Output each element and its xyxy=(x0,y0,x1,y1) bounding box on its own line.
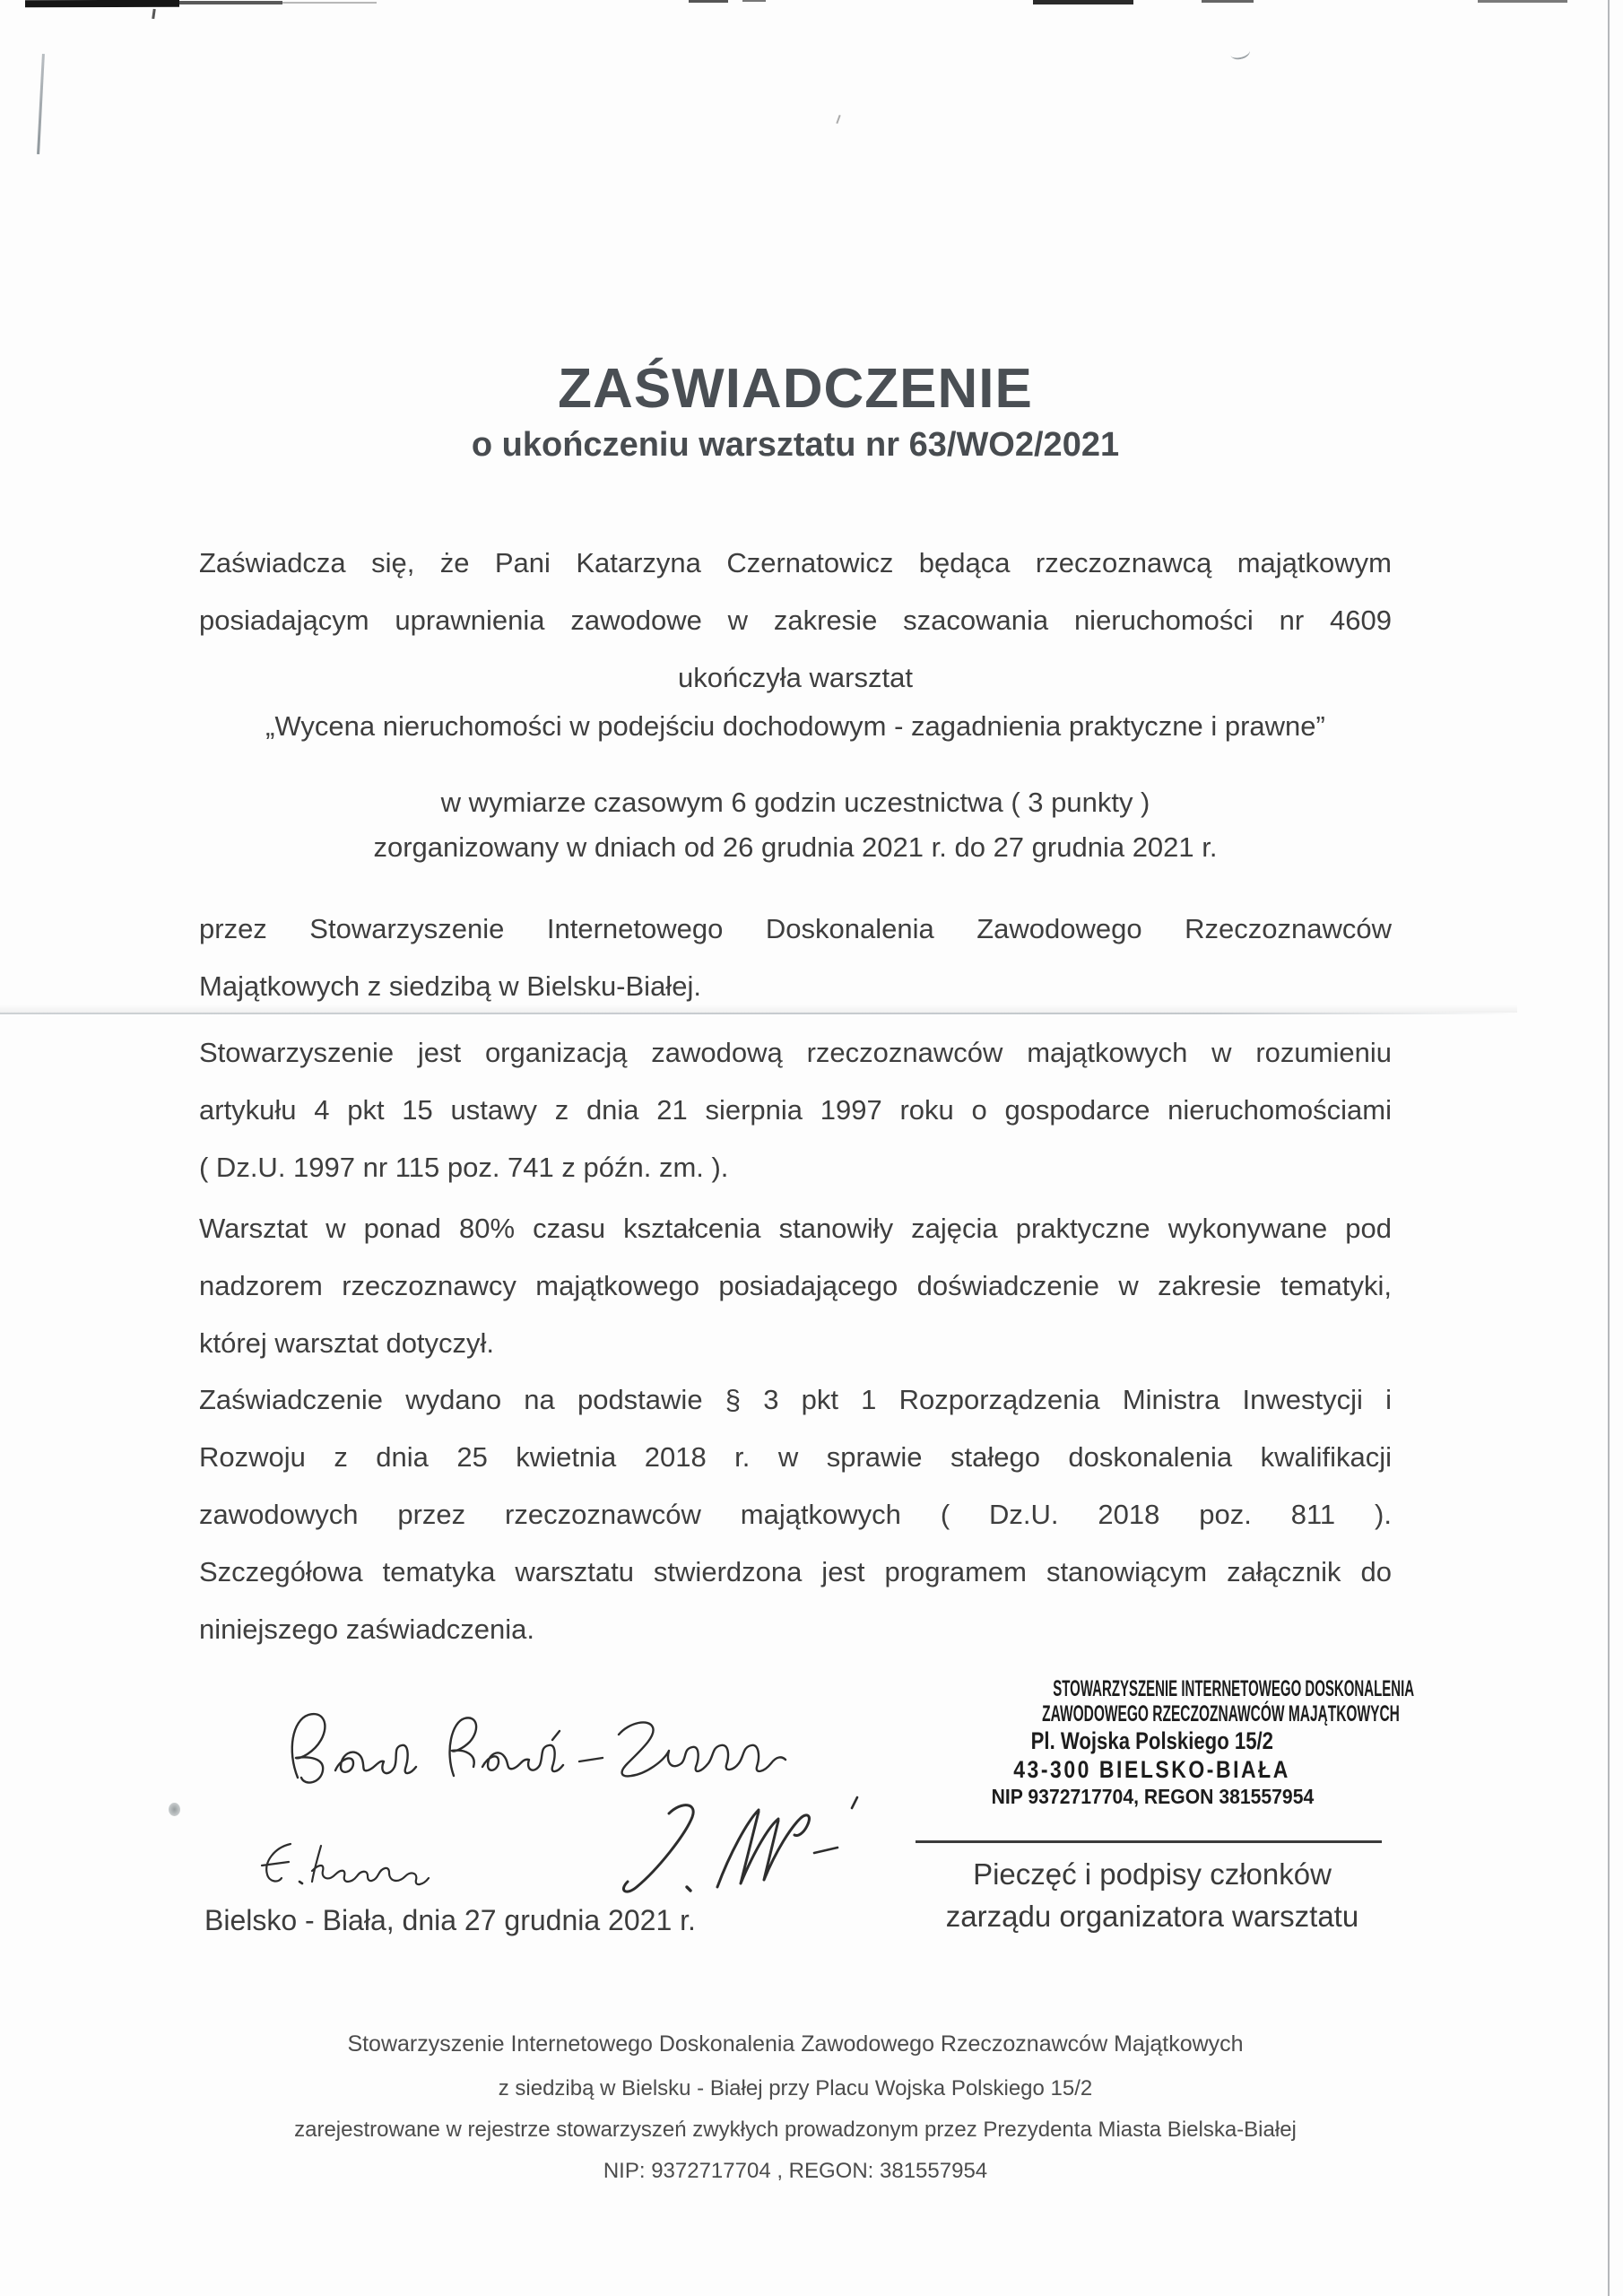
handwritten-signature-2 xyxy=(253,1831,495,1899)
paragraph-line: Szczegółowa tematyka warsztatu stwierdzona jest programem stanowiącym załącznik do xyxy=(199,1556,1392,1587)
paragraph-practical-share xyxy=(199,1200,1392,1372)
paragraph-line: posiadającym uprawnienia zawodowe w zakresie szacowania nieruchomości nr 4609 xyxy=(199,604,1392,636)
stamp-address-line-1 xyxy=(933,1727,1372,1755)
stamp-text: ZAWODOWEGO RZECZOZNAWCÓW MAJĄTKOWYCH xyxy=(1042,1701,1400,1726)
page-edge-line xyxy=(1608,0,1610,2296)
footer-org-address: z siedzibą w Bielsku - Białej przy Placu Wojska Polskiego 15/2 xyxy=(498,2076,1093,2100)
stamp-address-line-2 xyxy=(933,1756,1372,1784)
stamp-signature-caption xyxy=(933,1853,1372,1937)
scan-artifact-top-dash xyxy=(1478,0,1567,3)
paragraph-line: ( Dz.U. 1997 nr 115 poz. 741 z późn. zm. ). xyxy=(199,1152,729,1183)
paragraph-organizer xyxy=(199,900,1392,1015)
paragraph-line: artykułu 4 pkt 15 ustawy z dnia 21 sierpnia 1997 roku o gospodarce nieruchomościami xyxy=(199,1094,1392,1126)
scan-artifact-left-line xyxy=(37,54,45,154)
stamp-text: 43-300 BIELSKO-BIAŁA xyxy=(1013,1756,1291,1783)
stamp-text: STOWARZYSZENIE INTERNETOWEGO DOSKONALENIA xyxy=(1053,1676,1415,1701)
stamp-org-line-1 xyxy=(933,1676,1415,1702)
paragraph-line: Zaświadczenie wydano na podstawie § 3 pkt 1 Rozporządzenia Ministra Inwestycji i xyxy=(199,1384,1392,1415)
scan-artifact-top-bar xyxy=(25,0,179,7)
duration-line: w wymiarze czasowym 6 godzin uczestnictwa ( 3 punkty ) xyxy=(440,787,1150,818)
paragraph-association-legal-basis xyxy=(199,1024,1392,1196)
scan-artifact-curve-speck xyxy=(1229,45,1252,62)
paragraph-line: Zaświadcza się, że Pani Katarzyna Czernatowicz będąca rzeczoznawcą majątkowym xyxy=(199,547,1392,578)
paragraph-line: Majątkowych z siedzibą w Bielsku-Białej. xyxy=(199,970,701,1002)
paragraph-issuance-basis xyxy=(199,1371,1392,1658)
scan-artifact-top-dash xyxy=(1033,0,1133,4)
paragraph-line: ukończyła warsztat xyxy=(678,662,913,693)
paragraph-line: Warsztat w ponad 80% czasu kształcenia stanowiły zajęcia praktyczne wykonywane pod xyxy=(199,1213,1392,1244)
paragraph-line: przez Stowarzyszenie Internetowego Doskonalenia Zawodowego Rzeczoznawców xyxy=(199,913,1392,944)
paragraph-line: zawodowych przez rzeczoznawców majątkowych ( Dz.U. 2018 poz. 811 ). xyxy=(199,1499,1392,1530)
caption-line: Pieczęć i podpisy członków xyxy=(973,1857,1332,1891)
scan-artifact-top-bar-2 xyxy=(179,1,282,4)
certificate-subtitle: o ukończeniu warsztatu nr 63/WO2/2021 xyxy=(471,426,1120,464)
paragraph-line: niniejszego zaświadczenia. xyxy=(199,1613,534,1645)
footer-org-name: Stowarzyszenie Internetowego Doskonalenia Zawodowego Rzeczoznawców Majątkowych xyxy=(347,2031,1244,2057)
scan-artifact-speck xyxy=(836,115,840,124)
place-and-date: Bielsko - Biała, dnia 27 grudnia 2021 r. xyxy=(204,1904,696,1936)
scan-artifact-top-dash xyxy=(1202,0,1254,3)
scan-artifact-top-bar-3 xyxy=(282,2,377,4)
scan-artifact-top-dash xyxy=(742,0,766,2)
scan-artifact-tick xyxy=(152,9,156,19)
scan-artifact-blob xyxy=(169,1803,180,1816)
stamp-text: Pl. Wojska Polskiego 15/2 xyxy=(1030,1727,1274,1754)
scan-artifact-top-dash xyxy=(689,0,728,3)
footer-ids: NIP: 9372717704 , REGON: 381557954 xyxy=(603,2159,988,2183)
paragraph-attestation xyxy=(199,535,1392,707)
handwritten-signature-3 xyxy=(583,1794,870,1910)
stamp-text: NIP 9372717704, REGON 381557954 xyxy=(991,1785,1314,1808)
footer-registration: zarejestrowane w rejestrze stowarzyszeń zwykłych prowadzonym przez Prezydenta Miasta Bielska-Białej xyxy=(294,2118,1297,2142)
paragraph-line: nadzorem rzeczoznawcy majątkowego posiadającego doświadczenie w zakresie tematyki, xyxy=(199,1270,1392,1301)
dates-line: zorganizowany w dniach od 26 grudnia 2021 r. do 27 grudnia 2021 r. xyxy=(373,831,1218,863)
paragraph-line: Stowarzyszenie jest organizacją zawodową rzeczoznawców majątkowych w rozumieniu xyxy=(199,1037,1392,1068)
signature-rule-line xyxy=(916,1840,1382,1843)
stamp-ids-line xyxy=(933,1785,1372,1809)
handwritten-signature-1 xyxy=(278,1704,825,1803)
caption-line: zarządu organizatora warsztatu xyxy=(945,1900,1359,1933)
stamp-org-line-2 xyxy=(933,1701,1400,1727)
workshop-title: „Wycena nieruchomości w podejściu dochodowym - zagadnienia praktyczne i prawne” xyxy=(265,710,1325,742)
paragraph-line: której warsztat dotyczył. xyxy=(199,1327,495,1359)
paragraph-line: Rozwoju z dnia 25 kwietnia 2018 r. w sprawie stałego doskonalenia kwalifikacji xyxy=(199,1441,1392,1473)
certificate-title: ZAŚWIADCZENIE xyxy=(558,358,1033,420)
